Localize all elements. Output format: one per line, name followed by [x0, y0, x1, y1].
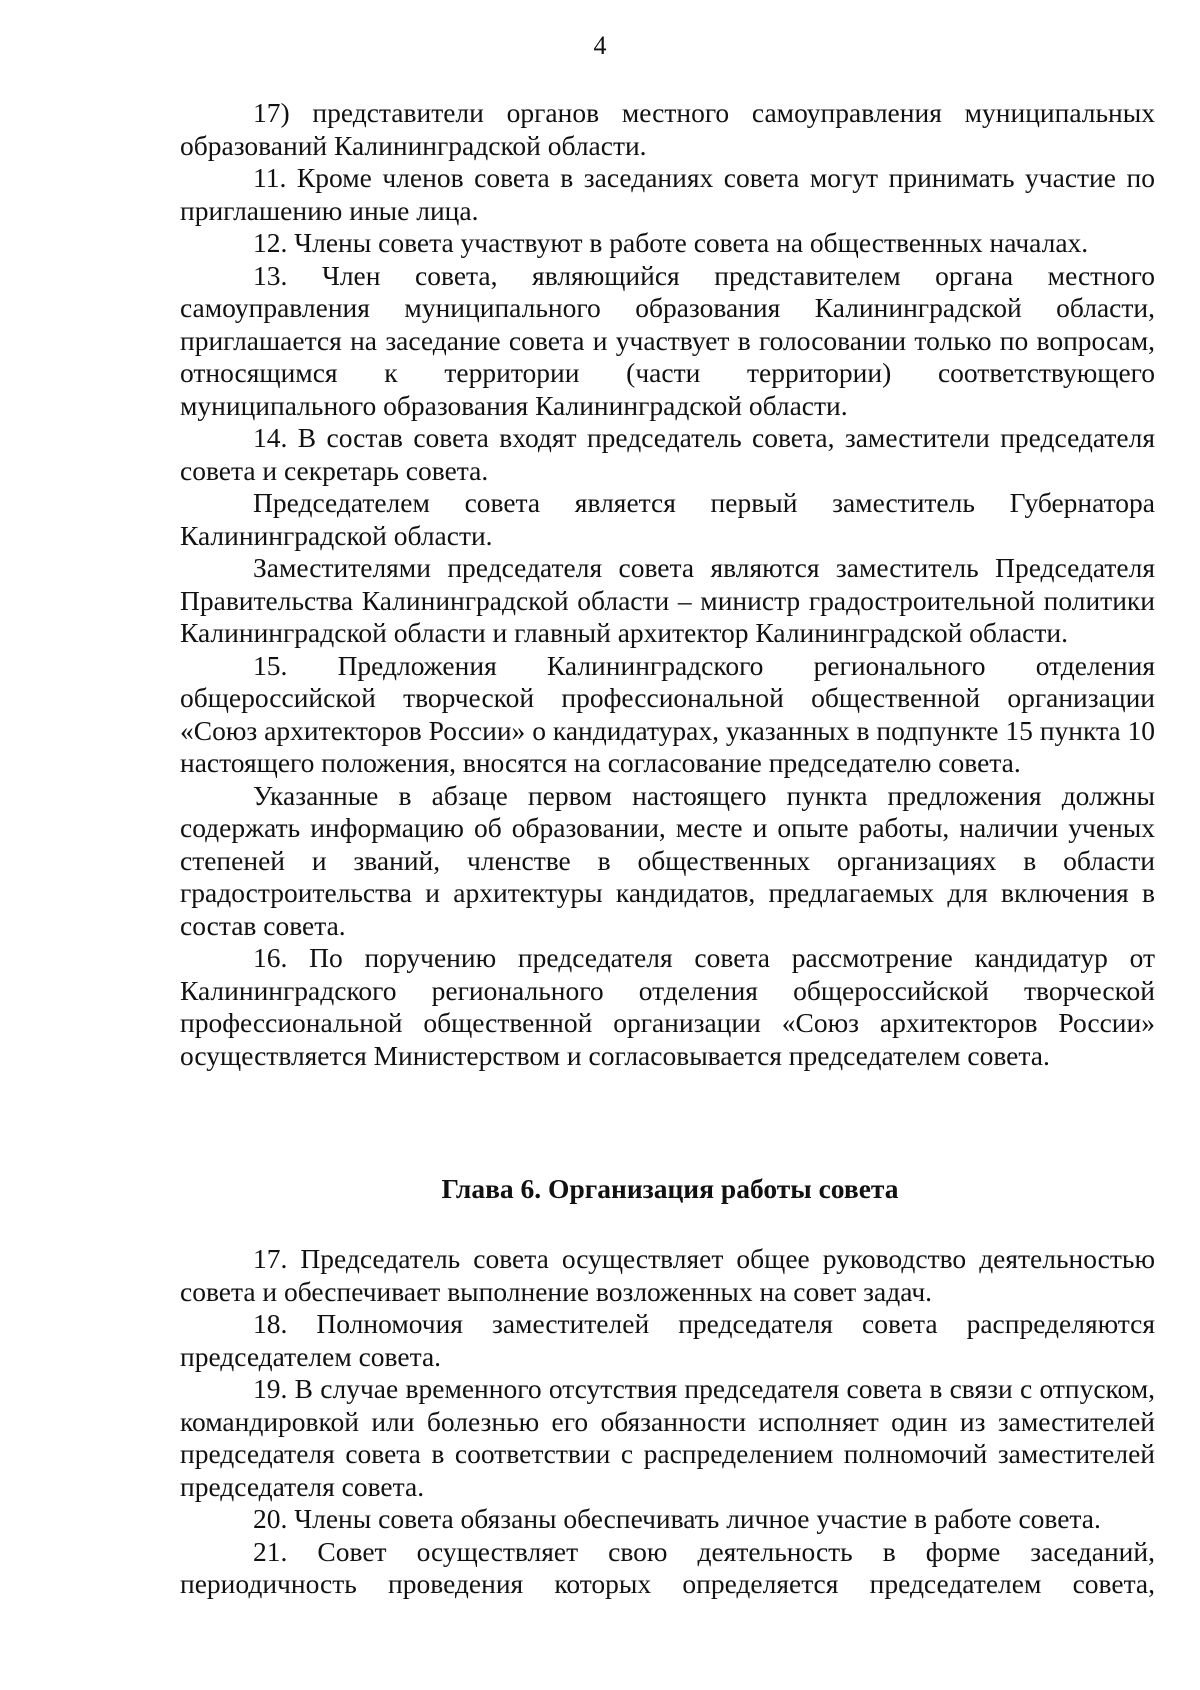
paragraph: Заместителями председателя совета являются заместитель Председателя Правительства Калининградской области – министр градостроительной политики Калининградской области и главный архитектор Калининградской области. [180, 552, 1155, 648]
document-body-bottom [180, 1243, 1155, 1601]
page-number: 4 [593, 31, 607, 60]
paragraph: 19. В случае временного отсутствия председателя совета в связи с отпуском, командировкой или болезнью его обязанности исполняет один из заместителей председателя совета в соответствии с распределением полномочий заместителей председателя совета. [180, 1373, 1155, 1502]
paragraph: 14. В состав совета входят председатель совета, заместители председателя совета и секретарь совета. [180, 422, 1155, 486]
paragraph: 17) представители органов местного самоуправления муниципальных образований Калининградской области. [180, 97, 1155, 161]
paragraph: 12. Члены совета участвуют в работе совета на общественных началах. [253, 227, 1089, 258]
paragraph: 16. По поручению председателя совета рассмотрение кандидатур от Калининградского регионального отделения общероссийской творческой профессиональной общественной организации «Союз архитекторов России» осуществляется Министерством и согласовывается председателем совета. [180, 942, 1155, 1071]
document-body-top [180, 97, 1155, 1072]
paragraph: Председателем совета является первый заместитель Губернатора Калининградской области. [180, 487, 1155, 551]
paragraph: 20. Члены совета обязаны обеспечивать личное участие в работе совета. [253, 1503, 1101, 1534]
paragraph: 18. Полномочия заместителей председателя совета распределяются председателем совета. [180, 1308, 1155, 1372]
paragraph: 21. Совет осуществляет свою деятельность в форме заседаний, периодичность проведения которых определяется председателем совета, [180, 1535, 1155, 1599]
chapter-heading: Глава 6. Организация работы совета [441, 1173, 899, 1204]
paragraph: 13. Член совета, являющийся представителем органа местного самоуправления муниципального образования Калининградской области, приглашается на заседание совета и участвует в голосовании только по вопросам, относящимся к территории (части территории) соответствующего муниципального образования Калининградской области. [180, 259, 1155, 421]
paragraph: 11. Кроме членов совета в заседаниях совета могут принимать участие по приглашению иные лица. [180, 162, 1155, 226]
paragraph: 15. Предложения Калининградского регионального отделения общероссийской творческой профессиональной общественной организации «Союз архитекторов России» о кандидатурах, указанных в подпункте 15 пункта 10 настоящего положения, вносятся на согласование председателю совета. [180, 649, 1155, 778]
paragraph: 17. Председатель совета осуществляет общее руководство деятельностью совета и обеспечивает выполнение возложенных на совет задач. [180, 1243, 1155, 1307]
paragraph: Указанные в абзаце первом настоящего пункта предложения должны содержать информацию об образовании, месте и опыте работы, наличии ученых степеней и званий, членстве в общественных организациях в области градостроительства и архитектуры кандидатов, предлагаемых для включения в состав совета. [180, 779, 1155, 941]
